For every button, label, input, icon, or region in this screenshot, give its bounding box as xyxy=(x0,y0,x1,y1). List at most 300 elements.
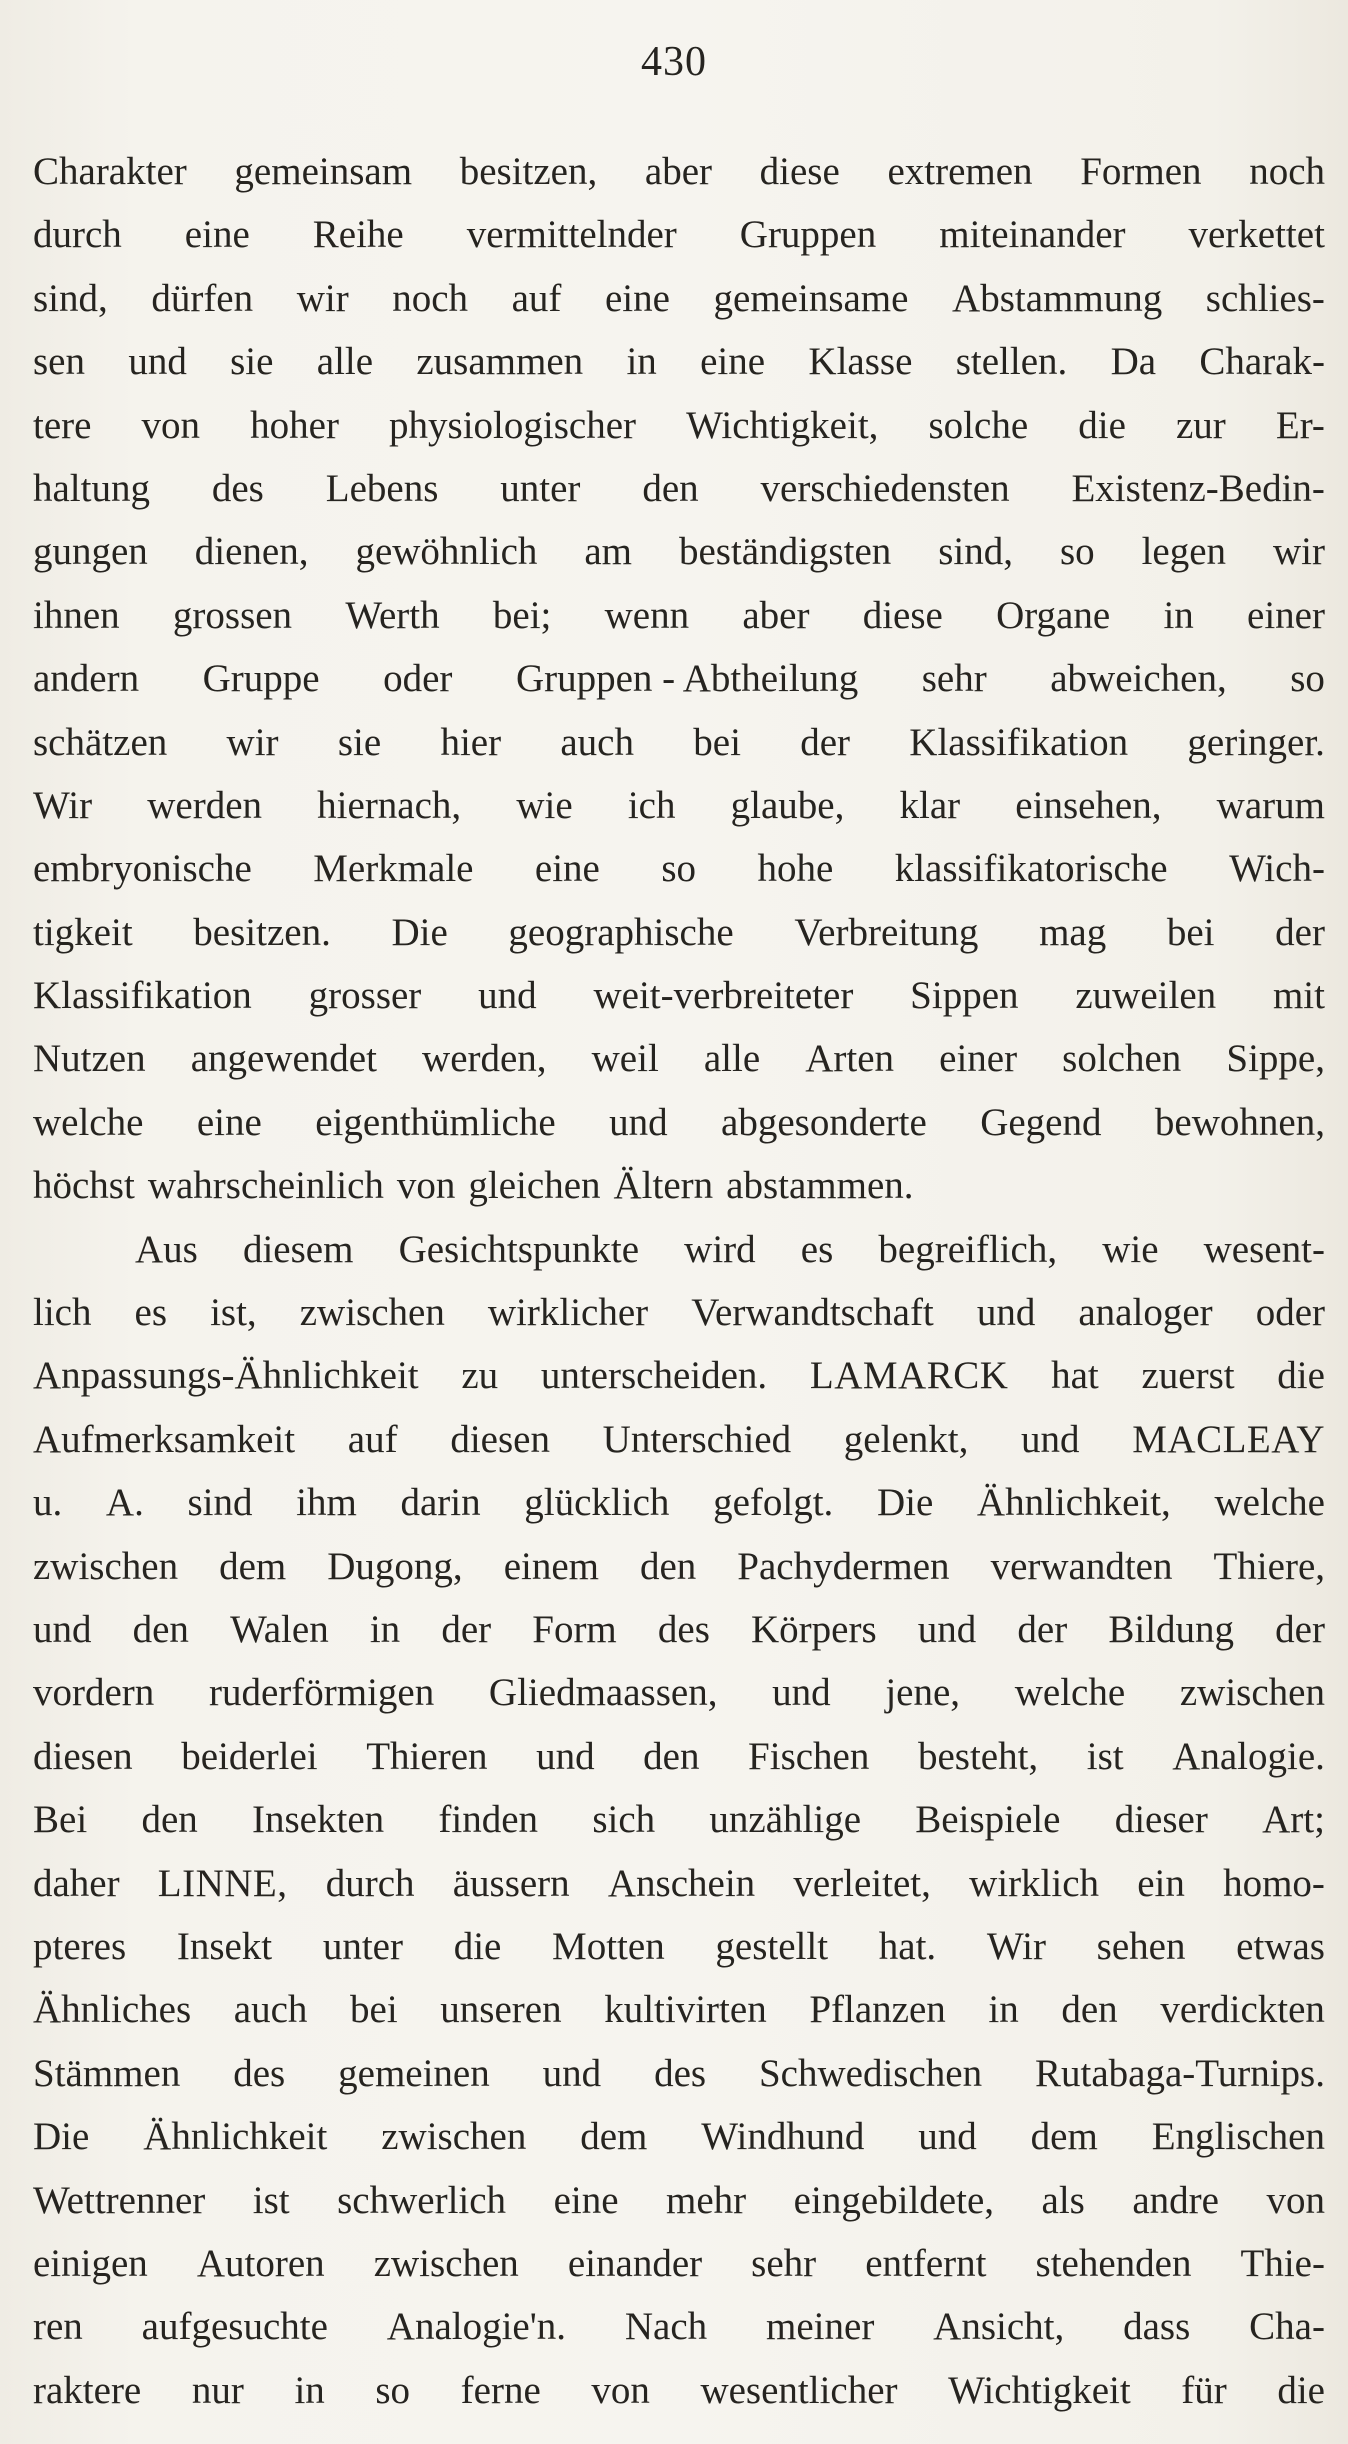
word: Dugong, xyxy=(327,1544,463,1588)
word: am xyxy=(584,530,633,574)
word: Analogie. xyxy=(1172,1734,1325,1778)
word: bei xyxy=(1166,910,1215,954)
word: auf xyxy=(347,1417,398,1461)
word: ist xyxy=(1086,1734,1124,1778)
word: mag xyxy=(1039,910,1107,954)
word: Körpers xyxy=(751,1607,877,1651)
word: alle xyxy=(703,1037,761,1081)
word: Wir xyxy=(33,783,93,827)
word: andern xyxy=(33,657,140,701)
text-line xyxy=(33,774,1325,837)
word: sehr xyxy=(921,657,987,701)
word: diese xyxy=(759,150,840,193)
word: Art; xyxy=(1262,1798,1325,1842)
word: nur xyxy=(191,2368,244,2412)
word: der xyxy=(1275,910,1325,954)
word: vermittelnder xyxy=(466,213,677,257)
word: Motten xyxy=(552,1924,665,1968)
word: diesen xyxy=(33,1734,133,1778)
word: und xyxy=(918,2115,977,2159)
text-line xyxy=(33,647,1325,710)
word: zwischen xyxy=(373,2241,519,2285)
text-line xyxy=(33,2105,1325,2168)
word: einsehen, xyxy=(1015,783,1162,827)
text-line xyxy=(33,267,1325,330)
word: ren xyxy=(33,2305,83,2349)
word: Stämmen xyxy=(33,2051,181,2095)
word: zur xyxy=(1175,403,1226,447)
word: mehr xyxy=(666,2178,747,2222)
word: Reihe xyxy=(312,213,404,257)
text-line xyxy=(33,1535,1325,1598)
word: sehr xyxy=(751,2241,817,2285)
word: angewendet xyxy=(190,1037,377,1081)
word: Bildung xyxy=(1108,1607,1235,1651)
text-line xyxy=(33,1027,1325,1090)
word: des xyxy=(654,2051,707,2095)
word: eine xyxy=(534,847,600,891)
word: wahrscheinlich xyxy=(147,1164,384,1208)
word: den xyxy=(643,1734,700,1778)
word: eine xyxy=(196,1100,262,1144)
word: Fischen xyxy=(748,1734,870,1778)
word: miteinander xyxy=(939,213,1126,257)
word: und xyxy=(772,1671,831,1715)
word: werden, xyxy=(422,1037,547,1081)
word: sen xyxy=(33,340,85,384)
word: es xyxy=(800,1227,834,1271)
text-line xyxy=(33,711,1325,774)
word: Cha- xyxy=(1249,2305,1325,2349)
word: gungen xyxy=(33,530,148,574)
word: durch xyxy=(33,213,122,257)
word: verkettet xyxy=(1188,213,1325,257)
word: ruderförmigen xyxy=(208,1671,435,1715)
word: MACLEAY xyxy=(1132,1417,1325,1461)
word: Bei xyxy=(33,1798,88,1842)
word: welche xyxy=(1014,1671,1126,1715)
word: von xyxy=(141,403,201,447)
word: die xyxy=(1277,2368,1325,2412)
word: wir xyxy=(1273,530,1325,574)
word: es xyxy=(134,1291,168,1335)
word: hier xyxy=(440,720,502,764)
word: zuerst xyxy=(1141,1354,1235,1398)
word: und xyxy=(917,1607,977,1651)
word: einigen xyxy=(33,2241,148,2285)
word: auch xyxy=(233,1988,308,2032)
word: Gegend xyxy=(980,1100,1102,1144)
word: sie xyxy=(337,720,382,764)
word: die xyxy=(1078,403,1126,447)
word: gestellt xyxy=(715,1924,829,1968)
word: zwischen xyxy=(33,1544,179,1588)
word: gelenkt, xyxy=(843,1417,969,1461)
word: gemeinsam xyxy=(234,150,413,193)
word: dem xyxy=(1030,2115,1098,2159)
word: zuweilen xyxy=(1075,974,1217,1018)
word: ein xyxy=(1137,1861,1185,1905)
word: des xyxy=(233,2051,286,2095)
word: stellen. xyxy=(955,340,1068,384)
word: in xyxy=(1163,593,1194,637)
word: der xyxy=(1275,1607,1325,1651)
word: gewöhnlich xyxy=(355,530,538,574)
word: wird xyxy=(684,1227,756,1271)
word: pteres xyxy=(33,1924,127,1968)
word: Form xyxy=(532,1607,617,1651)
text-line xyxy=(33,520,1325,583)
word: unseren xyxy=(440,1988,562,2032)
word: schätzen xyxy=(33,720,168,764)
word: warum xyxy=(1216,783,1325,827)
word: und xyxy=(536,1734,595,1778)
word: darin xyxy=(400,1481,481,1525)
word: weil xyxy=(591,1037,659,1081)
word: wirklicher xyxy=(487,1291,649,1335)
word: eigenthümliche xyxy=(315,1100,556,1144)
word: Unterschied xyxy=(602,1417,792,1461)
text-line xyxy=(33,1471,1325,1534)
word: entfernt xyxy=(865,2241,987,2285)
word: unzählige xyxy=(709,1798,862,1842)
word: Formen xyxy=(1080,150,1202,193)
text-line xyxy=(33,2169,1325,2232)
word: besitzen, xyxy=(459,150,598,193)
word: Ähnlichkeit xyxy=(143,2115,328,2159)
word: grossen xyxy=(172,593,293,637)
word: Nach xyxy=(624,2305,708,2349)
word: den xyxy=(132,1607,189,1651)
word: Organe xyxy=(996,593,1111,637)
word: unterscheiden. xyxy=(540,1354,768,1398)
word: Wir xyxy=(986,1924,1046,1968)
word: physiologischer xyxy=(389,403,637,447)
word: und xyxy=(976,1291,1036,1335)
word: einem xyxy=(503,1544,599,1588)
word: aber xyxy=(742,593,810,637)
word: sind, xyxy=(938,530,1013,574)
word: mit xyxy=(1272,974,1325,1018)
text-line xyxy=(33,1154,1325,1217)
word: wirklich xyxy=(969,1861,1100,1905)
word: bei; xyxy=(492,593,552,637)
word: analoger xyxy=(1078,1291,1213,1335)
word: gleichen xyxy=(468,1164,601,1208)
word: solchen xyxy=(1062,1037,1182,1081)
word: eingebildete, xyxy=(793,2178,995,2222)
word: zusammen xyxy=(416,340,584,384)
word: grosser xyxy=(308,974,422,1018)
word: Ähnliches xyxy=(33,1988,192,2032)
word: eine xyxy=(553,2178,619,2222)
word: von xyxy=(396,1164,456,1208)
word: meiner xyxy=(766,2305,875,2349)
word: LAMARCK xyxy=(809,1354,1009,1398)
word: eine xyxy=(605,276,670,320)
word: dass xyxy=(1123,2305,1191,2349)
word: Thie- xyxy=(1240,2241,1325,2285)
word: Er- xyxy=(1275,403,1325,447)
word: weit-verbreiteter xyxy=(593,974,854,1018)
word: verschiedensten xyxy=(760,466,1010,510)
word: so xyxy=(1290,657,1325,701)
word: den xyxy=(642,466,699,510)
word: dieser xyxy=(1114,1798,1208,1842)
word: eine xyxy=(184,213,250,257)
word: Englischen xyxy=(1151,2115,1325,2159)
word: der xyxy=(800,720,851,764)
word: so xyxy=(661,847,696,891)
word: kultivirten xyxy=(604,1988,767,2032)
word: Schwedischen xyxy=(758,2051,983,2095)
word: und xyxy=(1021,1417,1080,1461)
text-line xyxy=(33,1281,1325,1344)
word: schwerlich xyxy=(337,2178,507,2222)
word: zwischen xyxy=(381,2115,527,2159)
text-line xyxy=(33,1978,1325,2041)
word: so xyxy=(1059,530,1095,574)
word: den xyxy=(639,1544,697,1588)
word: der xyxy=(1017,1607,1068,1651)
word: werden xyxy=(147,783,263,827)
word: Walen xyxy=(230,1607,329,1651)
text-line xyxy=(33,2359,1325,2422)
word: äussern xyxy=(452,1861,570,1905)
word: den xyxy=(1061,1988,1118,2032)
word: und xyxy=(478,974,537,1018)
word: und xyxy=(542,2051,602,2095)
word: lich xyxy=(33,1291,92,1335)
word: abgesonderte xyxy=(721,1100,927,1144)
word: ich xyxy=(627,783,676,827)
word: ist xyxy=(252,2178,290,2222)
word: gefolgt. xyxy=(713,1481,834,1525)
word: hoher xyxy=(250,403,339,447)
word: tere xyxy=(33,403,92,447)
word: etwas xyxy=(1236,1924,1325,1968)
word: in xyxy=(294,2368,325,2412)
word: Ansicht, xyxy=(933,2305,1065,2349)
word: Thieren xyxy=(366,1734,488,1778)
word: den xyxy=(141,1798,198,1842)
word: einer xyxy=(939,1037,1018,1081)
word: Insekten xyxy=(252,1798,385,1842)
word: gemeinen xyxy=(338,2051,490,2095)
word: extremen xyxy=(887,150,1033,193)
word: tigkeit xyxy=(33,910,133,954)
body-text xyxy=(33,140,1325,2422)
word: Abstammung xyxy=(952,276,1163,320)
word: dienen, xyxy=(194,530,309,574)
word: klar xyxy=(899,783,961,827)
word: Insekt xyxy=(176,1924,273,1968)
word: abweichen, xyxy=(1050,657,1227,701)
word: Werth xyxy=(345,593,440,637)
word: wie xyxy=(1102,1227,1159,1271)
word: hat xyxy=(1051,1354,1099,1398)
word: Existenz-Bedin- xyxy=(1071,466,1325,510)
word: Gesichtspunkte xyxy=(398,1227,640,1271)
word: die xyxy=(1277,1354,1325,1398)
text-line xyxy=(33,1598,1325,1661)
word: glücklich xyxy=(524,1481,670,1525)
word: wir xyxy=(226,720,279,764)
word: als xyxy=(1041,2178,1085,2222)
word: der xyxy=(441,1607,492,1651)
word: sind, xyxy=(33,276,108,320)
word: Aufmerksamkeit xyxy=(33,1417,296,1461)
word: noch xyxy=(1249,150,1325,193)
word: finden xyxy=(438,1798,539,1842)
text-line xyxy=(33,457,1325,520)
word: bei xyxy=(693,720,741,764)
word: besitzen. xyxy=(193,910,331,954)
word: Gliedmaassen, xyxy=(488,1671,718,1715)
text-line xyxy=(33,837,1325,900)
word: einander xyxy=(567,2241,703,2285)
word: noch xyxy=(392,276,469,320)
word: embryonische xyxy=(33,847,252,891)
word: raktere xyxy=(33,2368,142,2412)
word: stehenden xyxy=(1035,2241,1192,2285)
word: Lebens xyxy=(325,466,439,510)
word: wenn xyxy=(604,593,690,637)
word: Anschein xyxy=(607,1861,756,1905)
word: zu xyxy=(461,1354,499,1398)
word: durch xyxy=(325,1861,415,1905)
word: unter xyxy=(322,1924,403,1968)
word: ihm xyxy=(296,1481,357,1525)
word: zwischen xyxy=(1179,1671,1325,1715)
text-line xyxy=(33,1725,1325,1788)
word: von xyxy=(591,2368,650,2412)
text-line xyxy=(33,964,1325,1027)
word: homo- xyxy=(1223,1861,1325,1905)
word: beiderlei xyxy=(181,1734,318,1778)
word: LINNE, xyxy=(157,1861,288,1905)
text-line xyxy=(33,394,1325,457)
word: Gruppe xyxy=(202,657,320,701)
word: so xyxy=(375,2368,411,2412)
word: Autoren xyxy=(196,2241,325,2285)
word: Charakter xyxy=(33,150,187,193)
word: Sippen xyxy=(910,974,1019,1018)
word: dem xyxy=(219,1544,287,1588)
word: verleitet, xyxy=(793,1861,931,1905)
word: A. xyxy=(105,1481,144,1525)
text-line xyxy=(33,901,1325,964)
word: dem xyxy=(580,2115,648,2159)
word: Arten xyxy=(805,1037,895,1081)
word: daher xyxy=(33,1861,120,1905)
word: jene, xyxy=(885,1671,961,1715)
word: zwischen xyxy=(299,1291,445,1335)
word: Thiere, xyxy=(1213,1544,1325,1588)
word: unter xyxy=(500,466,581,510)
word: wesent- xyxy=(1203,1227,1325,1271)
word: oder xyxy=(383,657,453,701)
word: wie xyxy=(516,783,573,827)
word: einer xyxy=(1247,593,1325,637)
word: in xyxy=(626,340,657,384)
word: wesentlicher xyxy=(700,2368,898,2412)
text-line xyxy=(33,2042,1325,2105)
word: Gruppen - Abtheilung xyxy=(515,657,859,701)
word: Wichtigkeit xyxy=(948,2368,1131,2412)
word: Analogie'n. xyxy=(386,2305,567,2349)
word: und xyxy=(33,1607,92,1651)
word: oder xyxy=(1255,1291,1325,1335)
text-line xyxy=(33,1788,1325,1851)
word: höchst xyxy=(33,1164,135,1208)
word: ferne xyxy=(460,2368,541,2412)
word: Ältern xyxy=(613,1164,714,1208)
word: Merkmale xyxy=(313,847,474,891)
word: des xyxy=(211,466,264,510)
word: Ähnlichkeit, xyxy=(976,1481,1171,1525)
word: Gruppen xyxy=(739,213,877,257)
word: geographische xyxy=(508,910,734,954)
word: aber xyxy=(644,150,712,193)
word: auf xyxy=(511,276,562,320)
word: und xyxy=(609,1100,668,1144)
word: Windhund xyxy=(701,2115,865,2159)
word: des xyxy=(657,1607,710,1651)
word: Klassifikation xyxy=(33,974,252,1018)
word: welche xyxy=(1214,1481,1325,1525)
word: sie xyxy=(230,340,274,384)
word: verwandten xyxy=(990,1544,1173,1588)
text-line xyxy=(33,203,1325,266)
text-line xyxy=(33,584,1325,647)
word: begreiflich, xyxy=(878,1227,1058,1271)
word: haltung xyxy=(33,466,150,510)
word: legen xyxy=(1141,530,1227,574)
word: Wettrenner xyxy=(33,2178,206,2222)
word: solche xyxy=(928,403,1029,447)
word: alle xyxy=(316,340,374,384)
word: für xyxy=(1181,2368,1227,2412)
word: Verbreitung xyxy=(794,910,979,954)
word: ist, xyxy=(210,1291,257,1335)
word: diese xyxy=(862,593,943,637)
word: wir xyxy=(296,276,349,320)
word: schlies- xyxy=(1205,276,1325,320)
word: bei xyxy=(350,1988,398,2032)
word: Pachydermen xyxy=(737,1544,950,1588)
word: Klassifikation xyxy=(909,720,1129,764)
word: sehen xyxy=(1096,1924,1186,1968)
text-line xyxy=(33,1408,1325,1471)
word: Beispiele xyxy=(915,1798,1061,1842)
word: glaube, xyxy=(730,783,845,827)
word: Aus xyxy=(135,1227,198,1271)
word: aufgesuchte xyxy=(141,2305,328,2349)
word: die xyxy=(453,1924,502,1968)
page-number: 430 xyxy=(641,39,707,85)
word: Die xyxy=(33,2115,90,2159)
word: gemeinsame xyxy=(713,276,909,320)
text-line xyxy=(33,1915,1325,1978)
text-line xyxy=(33,140,1325,203)
text-line xyxy=(33,330,1325,393)
text-line xyxy=(33,1852,1325,1915)
word: besteht, xyxy=(917,1734,1039,1778)
word: ihnen xyxy=(33,593,120,637)
word: auch xyxy=(560,720,634,764)
text-line xyxy=(33,2295,1325,2358)
